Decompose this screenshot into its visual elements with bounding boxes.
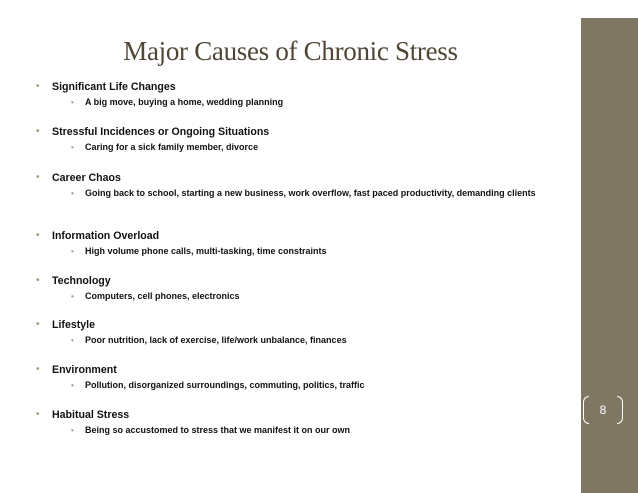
bullet-icon: •	[36, 275, 40, 286]
item-detail: Caring for a sick family member, divorce	[85, 142, 259, 152]
item-heading: Significant Life Changes	[52, 81, 176, 93]
item-heading: Lifestyle	[52, 319, 95, 331]
list-item	[36, 80, 283, 108]
item-detail: Poor nutrition, lack of exercise, life/work unbalance, finances	[85, 335, 347, 345]
bullet-icon: •	[71, 189, 74, 198]
item-heading: Environment	[52, 364, 117, 376]
page-number: 8	[599, 403, 607, 417]
list-item	[36, 171, 565, 199]
item-heading: Career Chaos	[52, 172, 121, 184]
item-detail: Being so accustomed to stress that we manifest it on our own	[85, 425, 351, 435]
bullet-icon: •	[71, 98, 74, 107]
right-bracket	[617, 396, 623, 424]
list-item	[36, 229, 327, 257]
bullet-icon: •	[36, 172, 40, 183]
slide-title: Major Causes of Chronic Stress	[123, 36, 458, 66]
list-item	[36, 363, 365, 391]
bullet-icon: •	[36, 364, 40, 375]
item-heading: Information Overload	[52, 230, 160, 242]
left-bracket	[583, 396, 589, 424]
bullet-icon: •	[71, 247, 74, 256]
bullet-icon: •	[71, 336, 74, 345]
bullet-icon: •	[36, 230, 40, 241]
page-number-badge	[583, 396, 623, 424]
bullet-icon: •	[71, 143, 74, 152]
bullet-icon: •	[36, 81, 40, 92]
item-detail: Going back to school, starting a new business, work overflow, fast paced productivity, demanding clients	[85, 188, 536, 198]
list-item	[36, 274, 240, 302]
item-detail: High volume phone calls, multi-tasking, time constraints	[85, 246, 327, 256]
item-heading: Habitual Stress	[52, 409, 130, 421]
item-detail: Pollution, disorganized surroundings, commuting, politics, traffic	[85, 380, 365, 390]
item-heading: Technology	[52, 275, 111, 287]
bullet-icon: •	[71, 381, 74, 390]
list-item	[36, 408, 350, 436]
item-detail: Computers, cell phones, electronics	[85, 291, 240, 301]
item-heading: Stressful Incidences or Ongoing Situations	[52, 126, 270, 138]
item-detail: A big move, buying a home, wedding planning	[85, 97, 284, 107]
bullet-icon: •	[36, 319, 40, 330]
bullet-icon: •	[36, 126, 40, 137]
bullet-icon: •	[36, 409, 40, 420]
bullet-icon: •	[71, 292, 74, 301]
list-item	[36, 125, 269, 153]
bullet-icon: •	[71, 426, 74, 435]
list-item	[36, 318, 347, 346]
